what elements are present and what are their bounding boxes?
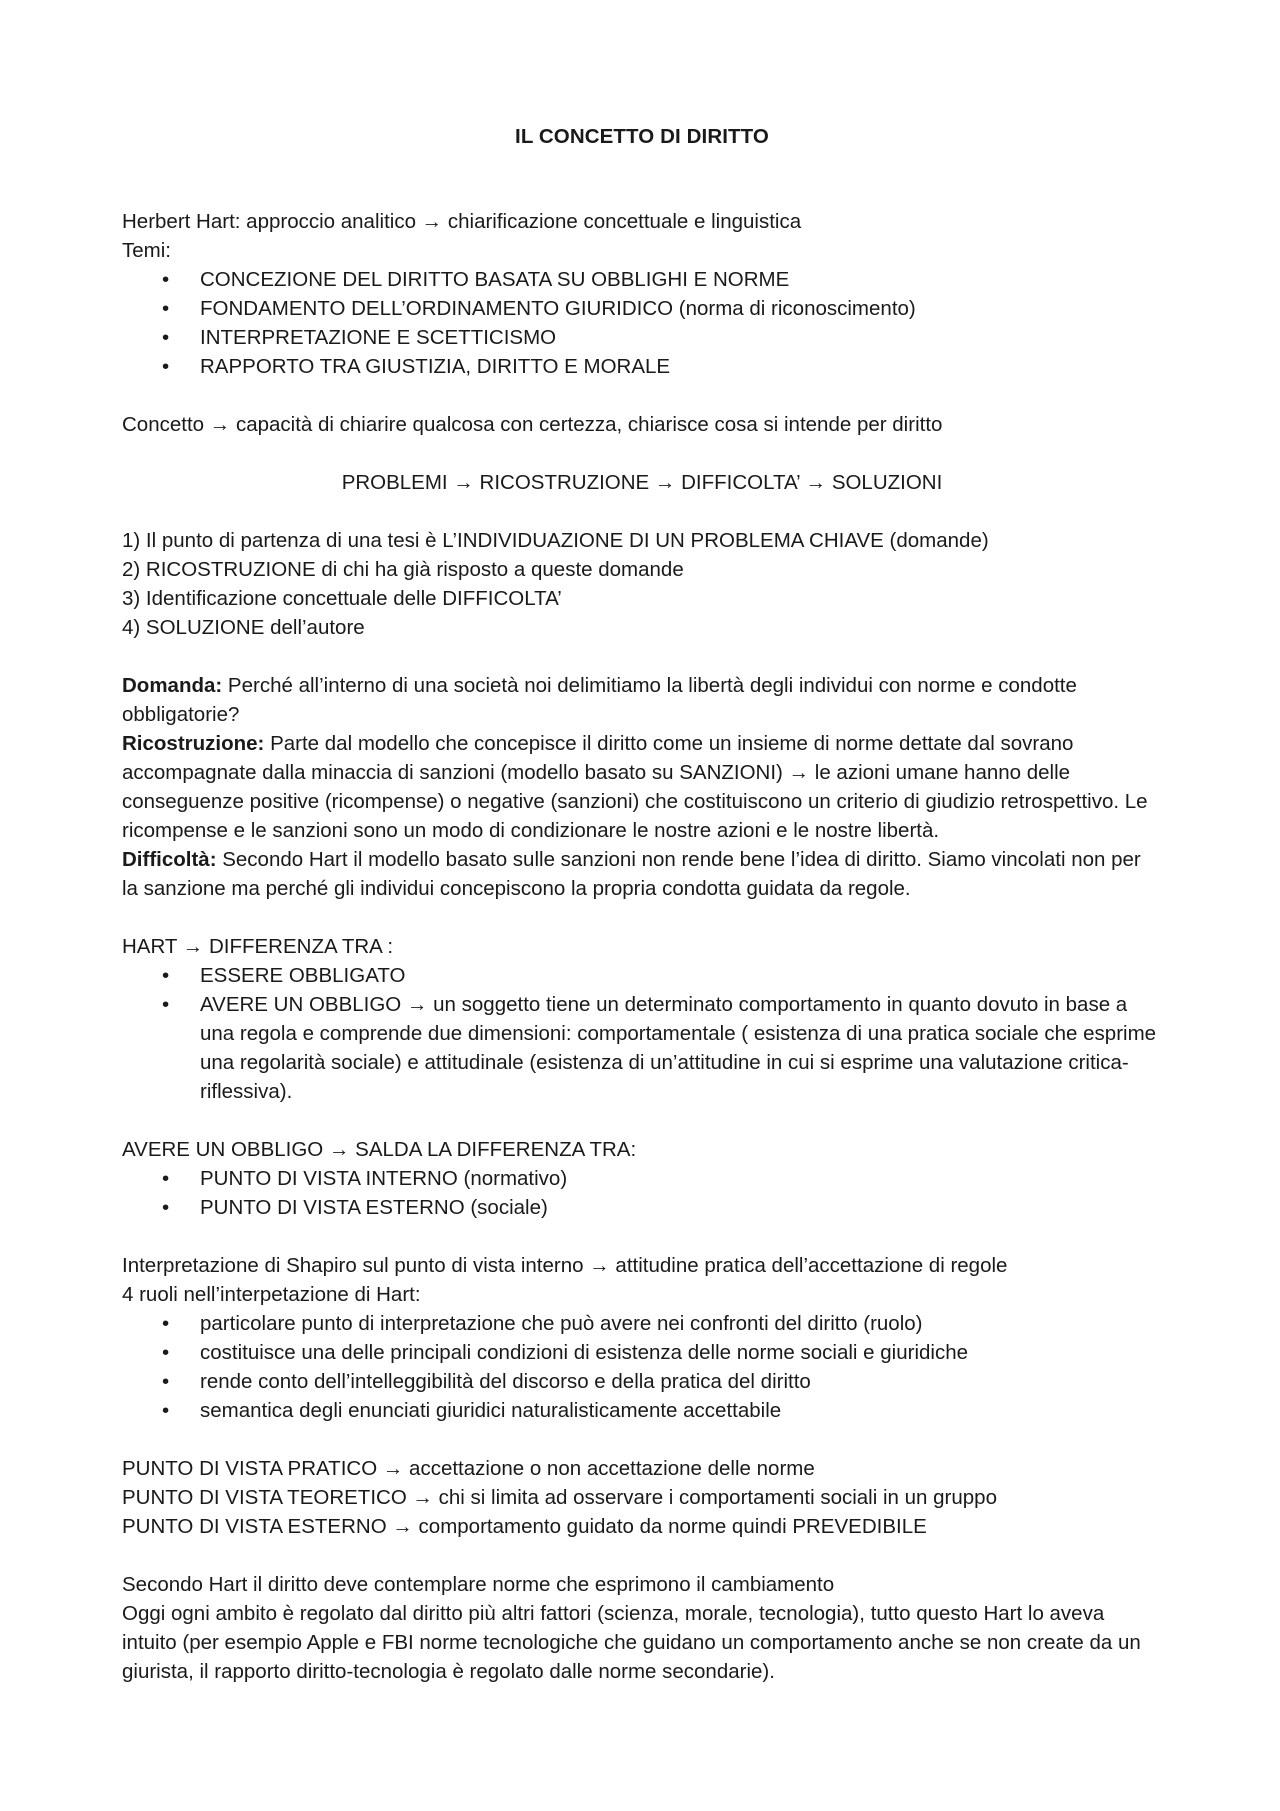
steps-section	[122, 526, 1162, 642]
obbligo-list	[122, 1164, 1162, 1222]
intro-line: Herbert Hart: approccio analitico → chiarificazione concettuale e linguistica	[122, 210, 802, 233]
difficolta-label: Difficoltà:	[122, 848, 217, 871]
intro-section	[122, 207, 1162, 381]
list-item: • INTERPRETAZIONE E SCETTICISMO	[122, 323, 1162, 352]
list-item: • PUNTO DI VISTA INTERNO (normativo)	[122, 1164, 1162, 1193]
step-item: 1) Il punto di partenza di una tesi è L’INDIVIDUAZIONE DI UN PROBLEMA CHIAVE (domande)	[122, 529, 989, 552]
concetto-line: Concetto → capacità di chiarire qualcosa con certezza, chiarisce cosa si intende per diritto	[122, 413, 943, 436]
list-item: • AVERE UN OBBLIGO → un soggetto tiene un determinato comportamento in quanto dovuto in base a una regola e comprende due dimensioni: comportamentale ( esistenza di una pratica sociale che esprime una regolarità sociale) e attitudinale (esistenza di un’attitudine in cui si esprime una valutazione critica-riflessiva).	[122, 990, 1162, 1106]
punto-item: PUNTO DI VISTA ESTERNO → comportamento guidato da norme quindi PREVEDIBILE	[122, 1515, 927, 1538]
domanda-paragraph	[122, 671, 1162, 729]
list-item: • RAPPORTO TRA GIUSTIZIA, DIRITTO E MORALE	[122, 352, 1162, 381]
temi-list	[122, 265, 1162, 381]
shapiro-section	[122, 1251, 1162, 1425]
ricostruzione-text: Parte dal modello che concepisce il diritto come un insieme di norme dettate dal sovrano accompagnate dalla minaccia di sanzioni (modello basato su SANZIONI) → le azioni umane hanno delle conseguenze positive (ricompense) o negative (sanzioni) che costituiscono un criterio di giudizio retrospettivo. Le ricompense e le sanzioni sono un modo di condizionare le nostre azioni e le nostre libertà.	[122, 732, 1148, 842]
ricostruzione-paragraph	[122, 729, 1162, 845]
domanda-text: Perché all’interno di una società noi delimitiamo la libertà degli individui con norme e condotte obbligatorie?	[122, 674, 1077, 726]
ruoli-list	[122, 1309, 1162, 1425]
domanda-label: Domanda:	[122, 674, 223, 697]
conclusion-paragraph: Oggi ogni ambito è regolato dal diritto più altri fattori (scienza, morale, tecnologia), tutto questo Hart lo aveva intuito (per esempio Apple e FBI norme tecnologiche che guidano un comportamento anche se non create da un giurista, il rapporto diritto-tecnologia è regolato dalle norme secondarie).	[122, 1602, 1141, 1683]
step-item: 3) Identificazione concettuale delle DIFFICOLTA’	[122, 587, 562, 610]
shapiro-line: Interpretazione di Shapiro sul punto di vista interno → attitudine pratica dell’accettazione di regole	[122, 1254, 1008, 1277]
conclusion-line: Secondo Hart il diritto deve contemplare norme che esprimono il cambiamento	[122, 1573, 835, 1596]
ruoli-line: 4 ruoli nell’interpetazione di Hart:	[122, 1283, 421, 1306]
page-title: IL CONCETTO DI DIRITTO	[515, 125, 769, 148]
hart-difference-list	[122, 961, 1162, 1106]
punto-item: PUNTO DI VISTA TEORETICO → chi si limita ad osservare i comportamenti sociali in un gruppo	[122, 1486, 997, 1509]
list-item: • semantica degli enunciati giuridici naturalisticamente accettabile	[122, 1396, 1162, 1425]
hart-difference-section	[122, 932, 1162, 1106]
conclusion-section	[122, 1570, 1162, 1686]
hart-difference-heading: HART → DIFFERENZA TRA :	[122, 935, 394, 958]
list-item: • costituisce una delle principali condizioni di esistenza delle norme sociali e giuridiche	[122, 1338, 1162, 1367]
list-item: • ESSERE OBBLIGATO	[122, 961, 1162, 990]
temi-label: Temi:	[122, 239, 171, 262]
list-item: • PUNTO DI VISTA ESTERNO (sociale)	[122, 1193, 1162, 1222]
obbligo-heading: AVERE UN OBBLIGO → SALDA LA DIFFERENZA TRA:	[122, 1138, 637, 1161]
obbligo-section	[122, 1135, 1162, 1222]
list-item: • FONDAMENTO DELL’ORDINAMENTO GIURIDICO (norma di riconoscimento)	[122, 294, 1162, 323]
analysis-section	[122, 671, 1162, 903]
difficolta-text: Secondo Hart il modello basato sulle sanzioni non rende bene l’idea di diritto. Siamo vincolati non per la sanzione ma perché gli individui concepiscono la propria condotta guidata da regole.	[122, 848, 1141, 900]
schema-line: PROBLEMI → RICOSTRUZIONE → DIFFICOLTA’ → SOLUZIONI	[341, 471, 943, 494]
step-item: 4) SOLUZIONE dell’autore	[122, 616, 365, 639]
step-item: 2) RICOSTRUZIONE di chi ha già risposto a queste domande	[122, 558, 684, 581]
list-item: • CONCEZIONE DEL DIRITTO BASATA SU OBBLIGHI E NORME	[122, 265, 1162, 294]
ricostruzione-label: Ricostruzione:	[122, 732, 265, 755]
list-item: • rende conto dell’intelleggibilità del discorso e della pratica del diritto	[122, 1367, 1162, 1396]
punto-item: PUNTO DI VISTA PRATICO → accettazione o non accettazione delle norme	[122, 1457, 815, 1480]
punti-section	[122, 1454, 1162, 1541]
difficolta-paragraph	[122, 845, 1162, 903]
document-page	[122, 122, 1162, 1686]
list-item: • particolare punto di interpretazione che può avere nei confronti del diritto (ruolo)	[122, 1309, 1162, 1338]
